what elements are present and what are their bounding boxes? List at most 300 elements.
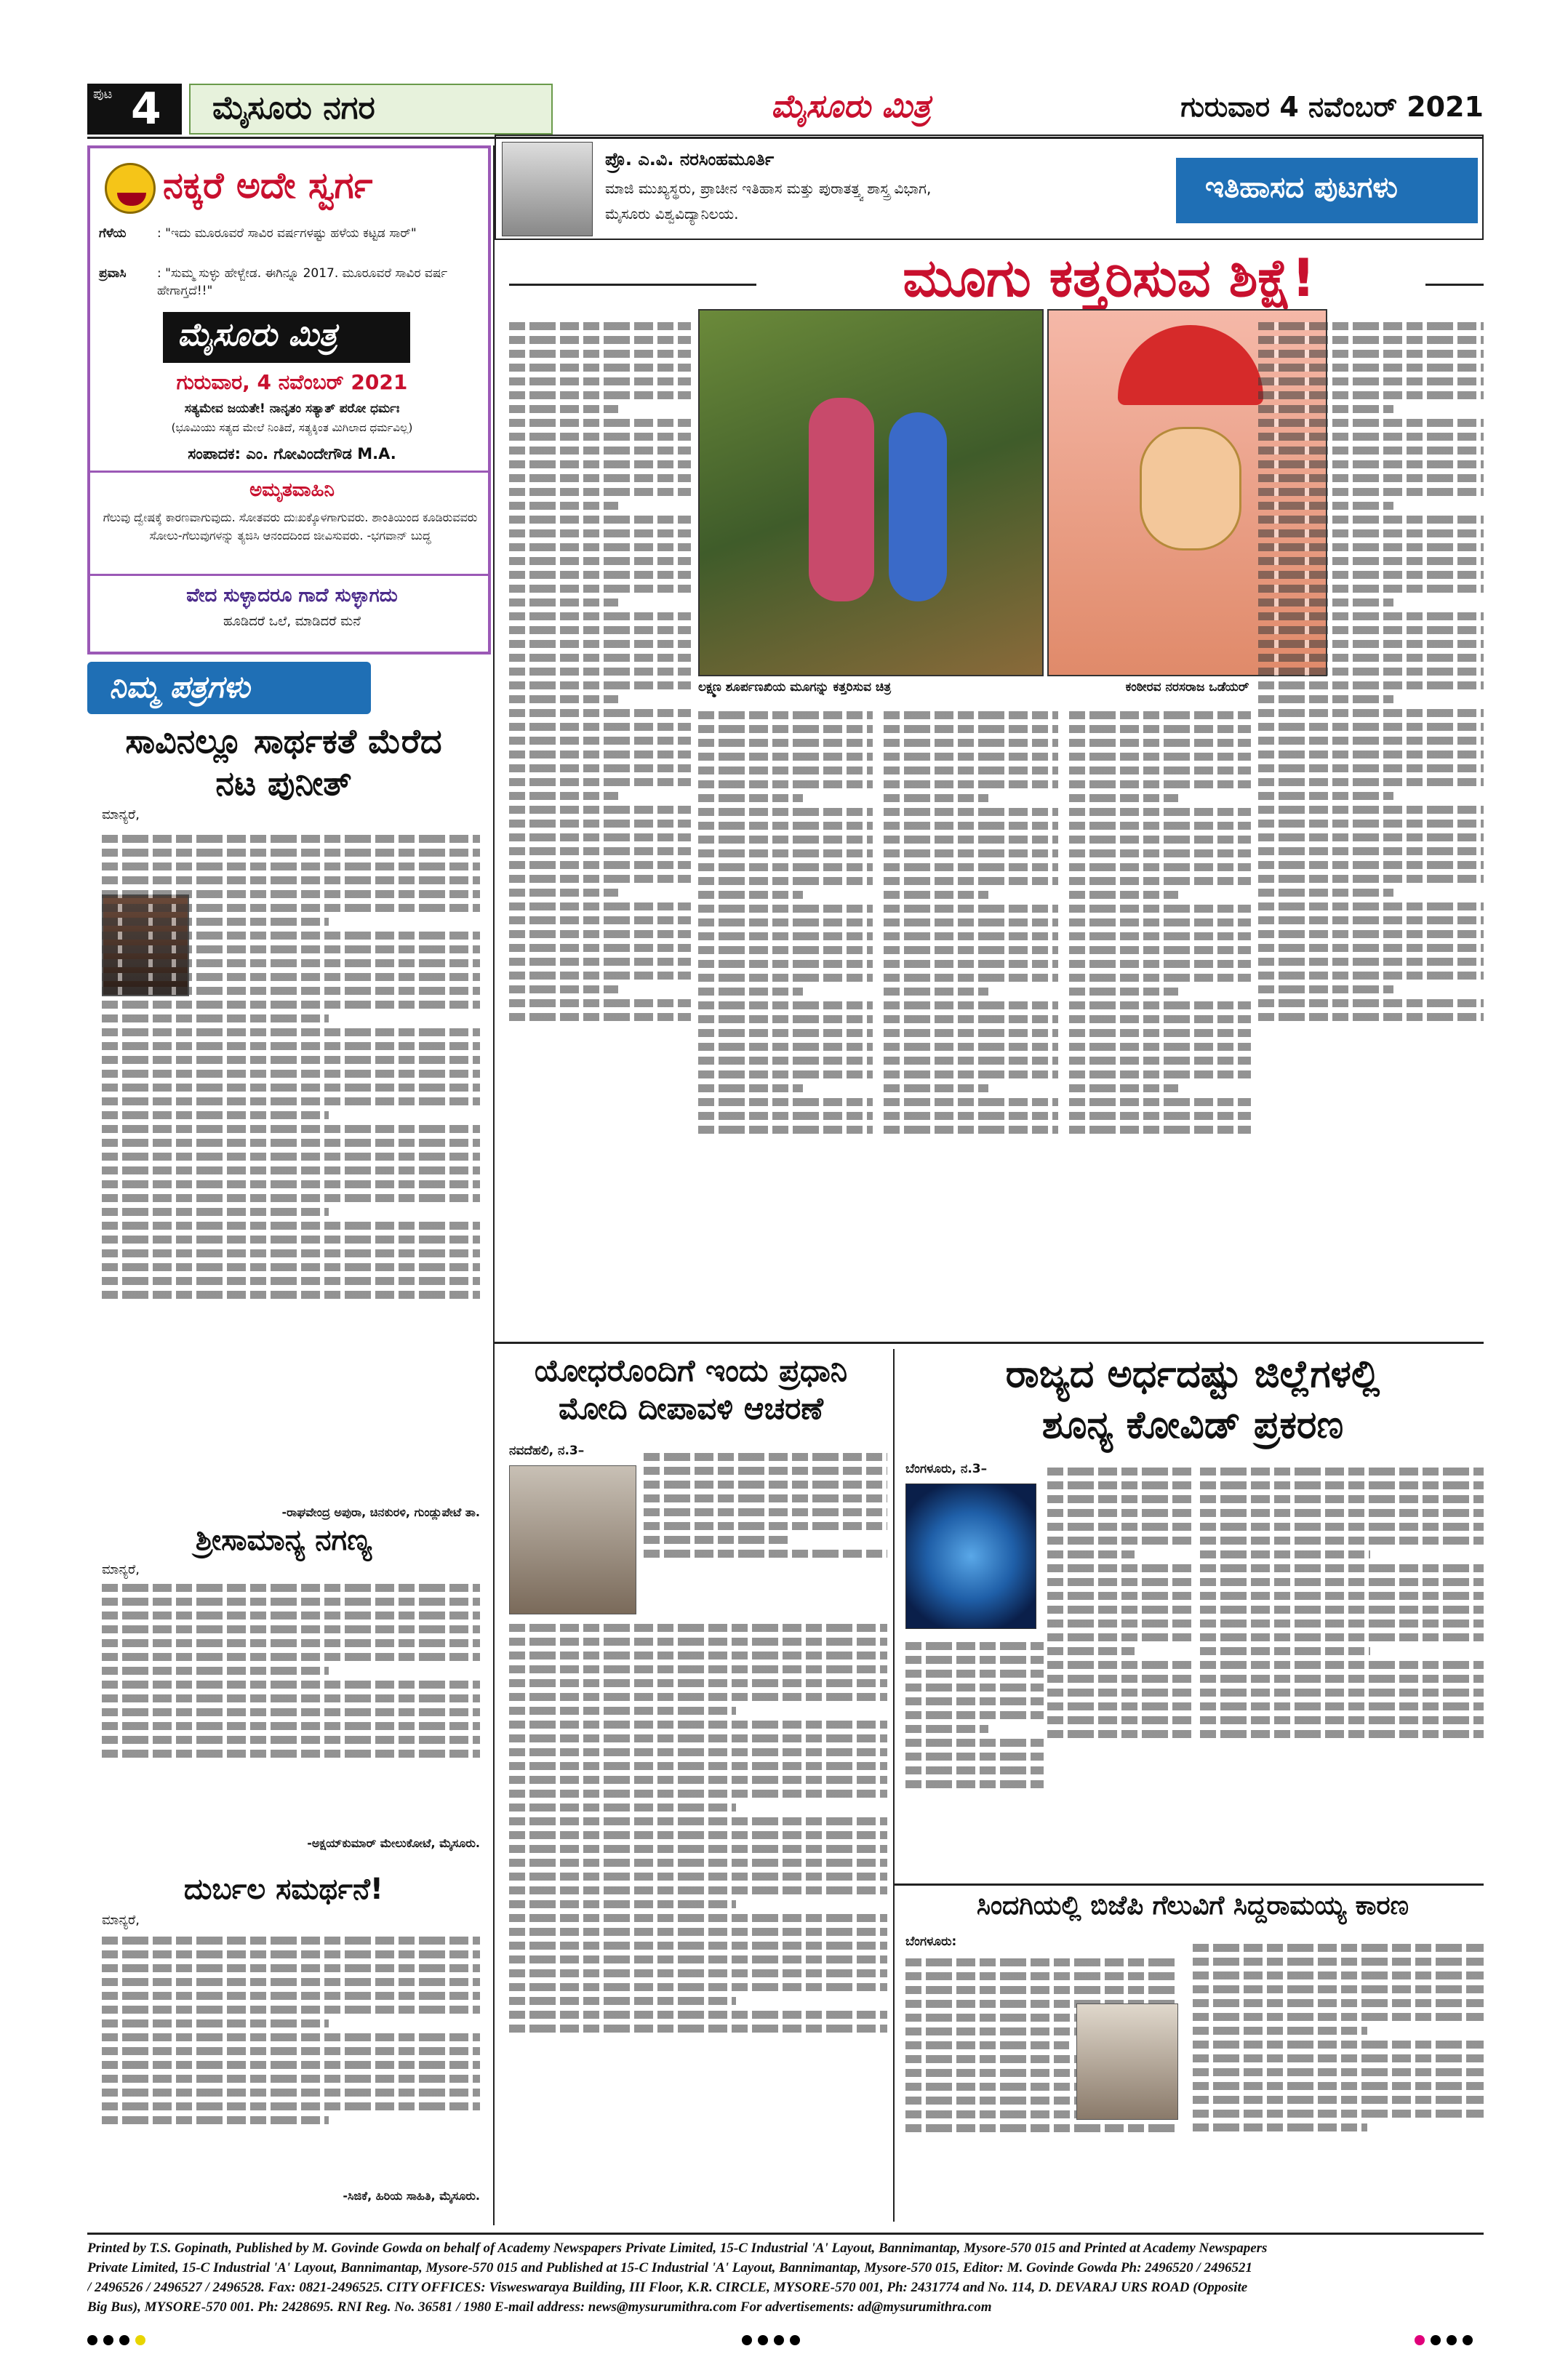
imprint-line-1: Printed by T.S. Gopinath, Published by M. Govinde Gowda on behalf of Academy Newspapers Private Limited, 15-C Industrial 'A' Layout, Bannimantap, Mysore-570 015 and Printed at Academy Newspapers: [87, 2241, 1268, 2256]
text-line: [509, 958, 691, 966]
text-line: [1258, 668, 1484, 676]
caption-right: ಕಂಠೀರವ ನರಸರಾಜ ಒಡೆಯರ್: [1125, 680, 1249, 694]
text-line: [509, 1803, 736, 1811]
text-line: [102, 1166, 480, 1174]
masthead-logo: ಮೈಸೂರು ಮಿತ್ರ: [771, 88, 931, 125]
text-line: [698, 822, 873, 830]
text-line: [102, 987, 480, 995]
text-line: [509, 944, 691, 952]
text-line: [698, 932, 873, 940]
letter-3-salutation: ಮಾನ್ಯರೆ,: [102, 1913, 140, 1928]
text-line: [1258, 764, 1484, 772]
text-line: [1047, 1537, 1193, 1545]
text-line: [1258, 460, 1484, 468]
text-line: [102, 945, 480, 953]
text-line: [509, 640, 691, 648]
letter-1-body: [102, 829, 480, 1498]
veda-text: ಹೂಡಿದರೆ ಒಲೆ, ಮಾಡಿದರೆ ಮನೆ: [223, 614, 361, 629]
text-line: [1258, 902, 1484, 910]
text-line: [102, 918, 329, 926]
text-line: [509, 1928, 887, 1936]
text-line: [1258, 806, 1484, 814]
covid-headline-2: ಶೂನ್ಯ ಕೋವಿಡ್ ಪ್ರಕರಣ: [1041, 1404, 1344, 1447]
text-line: [1258, 557, 1484, 565]
covid-body-1: [1047, 1462, 1193, 1869]
text-line: [905, 1656, 1044, 1664]
text-line: [884, 822, 1058, 830]
text-line: [1193, 2123, 1367, 2131]
text-line: [102, 1612, 480, 1620]
text-line: [102, 1291, 480, 1299]
veda-title: ವೇದ ಸುಳ್ಳಾದರೂ ಗಾದೆ ಸುಳ್ಳಾಗದು: [186, 585, 398, 606]
text-line: [905, 1986, 1178, 1994]
text-line: [509, 1652, 887, 1660]
text-line: [698, 808, 873, 816]
text-line: [102, 1736, 480, 1744]
text-line: [1069, 836, 1251, 844]
text-line: [1258, 529, 1484, 537]
covid-body-2: [1200, 1462, 1484, 1869]
text-line: [102, 1236, 480, 1244]
text-line: [1069, 988, 1178, 996]
page-number: 4: [131, 84, 161, 135]
text-line: [102, 1277, 480, 1285]
text-line: [1258, 847, 1484, 855]
text-line: [905, 2041, 1069, 2049]
letter-1-salutation: ಮಾನ್ಯರೆ,: [102, 807, 140, 822]
text-line: [1258, 377, 1484, 385]
text-line: [698, 1029, 873, 1037]
text-line: [509, 792, 618, 800]
text-line: [884, 1015, 1058, 1023]
text-line: [1069, 905, 1251, 913]
letter-2-body: [102, 1578, 480, 1836]
text-line: [1200, 1537, 1484, 1545]
text-line: [102, 1722, 480, 1730]
text-line: [1193, 1971, 1484, 1979]
text-line: [1069, 780, 1251, 788]
text-line: [102, 2061, 480, 2069]
author-desc-1: ಮಾಜಿ ಮುಖ್ಯಸ್ಥರು, ಪ್ರಾಚೀನ ಇತಿಹಾಸ ಮತ್ತು ಪುರಾತತ್ತ್ವ ಶಾಸ್ತ್ರ ವಿಭಾಗ,: [605, 180, 932, 197]
text-line: [509, 488, 691, 496]
text-line: [1193, 2082, 1484, 2090]
text-line: [509, 571, 691, 579]
text-line: [102, 959, 480, 967]
text-line: [1200, 1689, 1484, 1697]
author-photo: [502, 142, 593, 236]
text-line: [1258, 419, 1484, 427]
text-line: [509, 419, 691, 427]
laugh-icon: [105, 163, 156, 214]
text-line: [1258, 571, 1484, 579]
imprint-line-3: / 2496526 / 2496527 / 2496528. Fax: 0821-2496525. CITY OFFICES: Visweswaraya Building, III Floor, K.R. CIRCLE, MYSORE-570 001, Ph: 2431774 and No. 114, D. DEVARAJ URS ROAD (Opposite: [87, 2280, 1248, 2295]
text-line: [509, 1762, 887, 1770]
text-line: [1193, 1999, 1484, 2007]
text-line: [102, 835, 480, 843]
text-line: [1069, 822, 1251, 830]
text-line: [698, 1015, 873, 1023]
text-line: [509, 916, 691, 924]
text-line: [509, 1886, 887, 1894]
virus-image: [905, 1484, 1036, 1629]
text-line: [1200, 1730, 1484, 1738]
text-line: [884, 988, 988, 996]
text-line: [1258, 640, 1484, 648]
text-line: [1258, 502, 1393, 510]
text-line: [698, 918, 873, 926]
text-line: [1047, 1661, 1193, 1669]
text-line: [509, 543, 691, 551]
text-line: [1258, 820, 1484, 828]
text-line: [1047, 1633, 1193, 1641]
text-line: [884, 711, 1058, 719]
text-line: [102, 1042, 480, 1050]
history-author-box: [495, 135, 1484, 240]
text-line: [1193, 2054, 1484, 2062]
text-line: [644, 1467, 887, 1475]
illustration-shurpanakha: [698, 309, 1044, 676]
text-line: [1258, 999, 1484, 1007]
text-line: [509, 350, 691, 358]
text-line: [1069, 725, 1251, 733]
text-line: [509, 1790, 887, 1798]
text-line: [1258, 405, 1393, 413]
text-line: [1069, 1029, 1251, 1037]
history-col-5: [1258, 316, 1484, 1331]
text-line: [102, 2089, 480, 2097]
text-line: [1069, 849, 1251, 857]
text-line: [884, 780, 1058, 788]
motto-2: (ಭೂಮಿಯು ಸತ್ಯದ ಮೇಲೆ ನಿಂತಿದೆ, ಸತ್ಯಕ್ಕಿಂತ ಮಿಗಿಲಾದ ಧರ್ಮವಿಲ್ಲ): [171, 421, 413, 434]
text-line: [698, 988, 803, 996]
text-line: [1258, 364, 1484, 372]
text-line: [884, 1098, 1058, 1106]
letters-banner: ನಿಮ್ಮ ಪತ್ರಗಳು: [87, 662, 371, 714]
text-line: [509, 1679, 887, 1687]
text-line: [905, 1972, 1178, 1980]
text-line: [1193, 2041, 1484, 2049]
text-line: [905, 1780, 1044, 1788]
text-line: [1047, 1509, 1193, 1517]
text-line: [1258, 516, 1484, 524]
text-line: [1069, 711, 1251, 719]
text-line: [884, 946, 1058, 954]
text-line: [509, 806, 691, 814]
text-line: [905, 1642, 1044, 1650]
text-line: [1047, 1606, 1193, 1614]
text-line: [509, 1013, 691, 1021]
text-line: [509, 820, 691, 828]
text-line: [1258, 737, 1484, 745]
text-line: [1258, 654, 1484, 662]
text-line: [698, 794, 803, 802]
text-line: [1047, 1578, 1193, 1586]
text-line: [1200, 1578, 1484, 1586]
text-line: [102, 1950, 480, 1958]
text-line: [884, 1126, 1058, 1134]
letter-1-sign: -ರಾಘವೇಂದ್ರ ಅಪುರಾ, ಚಿನಕುರಳಿ, ಗುಂಡ್ಲುಪೇಟೆ ತಾ.: [281, 1505, 480, 1519]
text-line: [1258, 861, 1484, 869]
text-line: [1200, 1633, 1484, 1641]
text-line: [509, 930, 691, 938]
text-line: [698, 711, 873, 719]
history-col-4: [1069, 705, 1251, 1331]
text-line: [698, 1084, 803, 1092]
text-line: [102, 2033, 480, 2041]
text-line: [1193, 1958, 1484, 1966]
text-line: [1047, 1620, 1193, 1628]
letter-3-sign: -ಸಿಜಿಕೆ, ಹಿರಿಯ ಸಾಹಿತಿ, ಮೈಸೂರು.: [343, 2189, 480, 2203]
text-line: [1258, 916, 1484, 924]
header-date: ಗುರುವಾರ 4 ನವೆಂಬರ್ 2021: [1180, 91, 1484, 123]
text-line: [509, 1693, 887, 1701]
text-line: [102, 1070, 480, 1078]
text-line: [1069, 753, 1251, 761]
text-line: [698, 1126, 873, 1134]
text-line: [509, 833, 691, 841]
text-line: [1258, 875, 1484, 883]
text-line: [509, 598, 618, 606]
history-col-3: [884, 705, 1058, 1331]
text-line: [1047, 1592, 1193, 1600]
covid-headline-1: ರಾಜ್ಯದ ಅರ್ಧದಷ್ಟು ಜಿಲ್ಲೆಗಳಲ್ಲಿ: [1005, 1353, 1380, 1396]
text-line: [509, 1942, 887, 1950]
text-line: [698, 905, 873, 913]
motto-1: ಸತ್ಯಮೇವ ಜಯತೇ! ನಾನೃತಂ ಸತ್ಯಾತ್ ಪರೋ ಧರ್ಮಃ: [184, 401, 400, 416]
text-line: [1258, 322, 1484, 330]
text-line: [1069, 1043, 1251, 1051]
text-line: [1200, 1592, 1484, 1600]
mini-date: ಗುರುವಾರ, 4 ನವೆಂಬರ್ 2021: [176, 370, 408, 394]
text-line: [884, 1112, 1058, 1120]
text-line: [884, 849, 1058, 857]
text-line: [884, 753, 1058, 761]
text-line: [1258, 985, 1393, 993]
text-line: [509, 1624, 887, 1632]
text-line: [905, 2124, 1178, 2132]
letter-2-sign: -ಅಕ್ಷಯ್‌ಕುಮಾರ್ ಮೇಲುಕೋಟೆ, ಮೈಸೂರು.: [307, 1836, 480, 1850]
text-line: [698, 960, 873, 968]
text-line: [509, 737, 691, 745]
text-line: [1047, 1550, 1135, 1558]
text-line: [1258, 543, 1484, 551]
text-line: [509, 1900, 736, 1908]
text-line: [644, 1494, 887, 1502]
humor-title: ನಕ್ಕರೆ ಅದೇ ಸ್ವರ್ಗ: [163, 164, 373, 207]
text-line: [1200, 1606, 1484, 1614]
text-line: [1193, 2096, 1484, 2104]
text-line: [1069, 932, 1251, 940]
text-line: [509, 1914, 887, 1922]
text-line: [884, 877, 1058, 885]
text-line: [102, 1708, 480, 1716]
covid-dateline: ಬೆಂಗಳೂರು, ನ.3–: [905, 1462, 988, 1476]
text-line: [698, 780, 873, 788]
text-line: [102, 849, 480, 857]
letter-3-body: [102, 1931, 480, 2222]
text-line: [1258, 626, 1484, 634]
text-line: [884, 863, 1058, 871]
text-line: [698, 877, 873, 885]
text-line: [1069, 808, 1251, 816]
modi-dateline: ನವದೆಹಲಿ, ನ.3–: [509, 1444, 585, 1458]
text-line: [884, 739, 1058, 747]
text-line: [509, 405, 618, 413]
text-line: [1258, 447, 1484, 455]
text-line: [509, 1997, 736, 2005]
text-line: [102, 1194, 480, 1202]
text-line: [102, 1263, 480, 1271]
text-line: [905, 1958, 1178, 1966]
text-line: [1258, 944, 1484, 952]
text-line: [1047, 1716, 1193, 1724]
text-line: [1069, 974, 1251, 982]
text-line: [1200, 1523, 1484, 1531]
text-line: [102, 1978, 480, 1986]
text-line: [509, 1665, 887, 1673]
history-col-1: [509, 316, 691, 1331]
text-line: [509, 474, 691, 482]
text-line: [1047, 1523, 1193, 1531]
text-line: [102, 1222, 480, 1230]
text-line: [1258, 433, 1484, 441]
text-line: [1069, 739, 1251, 747]
text-line: [1069, 1070, 1251, 1078]
bjp-dateline: ಬೆಂಗಳೂರು:: [905, 1934, 957, 1949]
text-line: [509, 1969, 887, 1977]
text-line: [509, 1748, 887, 1756]
text-line: [102, 1639, 480, 1647]
text-line: [1258, 350, 1484, 358]
text-line: [509, 750, 691, 758]
text-line: [1200, 1550, 1370, 1558]
text-line: [509, 557, 691, 565]
text-line: [1258, 709, 1484, 717]
text-line: [509, 1638, 887, 1646]
text-line: [509, 847, 691, 855]
text-line: [905, 1766, 1044, 1774]
modi-headline-1: ಯೋಧರೊಂದಿಗೆ ಇಂದು ಪ್ರಧಾನಿ: [534, 1353, 848, 1388]
text-line: [102, 973, 480, 981]
text-line: [698, 1001, 873, 1009]
bjp-body-2: [1193, 1938, 1484, 2222]
text-line: [509, 2025, 887, 2033]
text-line: [1200, 1647, 1370, 1655]
text-line: [1047, 1495, 1193, 1503]
caption-left: ಲಕ್ಷ್ಮಣ ಶೂರ್ಪಣಖಿಯ ಮೂಗನ್ನು ಕತ್ತರಿಸುವ ಚಿತ್ರ: [698, 680, 892, 694]
text-line: [1069, 1057, 1251, 1065]
covid-body-3: [905, 1636, 1044, 1869]
text-line: [1258, 930, 1484, 938]
text-line: [1047, 1564, 1193, 1572]
text-line: [509, 695, 618, 703]
text-line: [509, 1873, 887, 1881]
text-line: [509, 502, 618, 510]
text-line: [1069, 1126, 1251, 1134]
text-line: [1258, 612, 1484, 620]
text-line: [102, 2006, 480, 2014]
text-line: [509, 336, 691, 344]
text-line: [1069, 877, 1251, 885]
text-line: [698, 725, 873, 733]
text-line: [884, 1070, 1058, 1078]
text-line: [102, 1084, 480, 1092]
text-line: [1200, 1702, 1484, 1710]
text-line: [102, 1937, 480, 1945]
text-line: [1047, 1689, 1193, 1697]
text-line: [1200, 1716, 1484, 1724]
text-line: [644, 1536, 790, 1544]
text-line: [509, 529, 691, 537]
text-line: [698, 1057, 873, 1065]
text-line: [1193, 2027, 1367, 2035]
text-line: [102, 1625, 480, 1633]
text-line: [698, 1098, 873, 1106]
text-line: [102, 1014, 329, 1022]
text-line: [509, 1734, 887, 1742]
page-header: [87, 84, 1484, 135]
text-line: [509, 861, 691, 869]
text-line: [1258, 598, 1393, 606]
text-line: [509, 681, 691, 689]
text-line: [1193, 1944, 1484, 1952]
text-line: [509, 902, 691, 910]
text-line: [102, 1208, 329, 1216]
text-line: [102, 1750, 480, 1758]
text-line: [102, 1180, 480, 1188]
bjp-headline: ಸಿಂದಗಿಯಲ್ಲಿ ಬಿಜೆಪಿ ಗೆಲುವಿಗೆ ಸಿದ್ದರಾಮಯ್ಯ ಕಾರಣ: [976, 1891, 1409, 1921]
text-line: [509, 1707, 736, 1715]
text-line: [698, 1070, 873, 1078]
text-line: [102, 862, 480, 870]
text-line: [509, 889, 618, 897]
amruta-title: ಅಮೃತವಾಹಿನಿ: [249, 479, 335, 501]
text-line: [884, 836, 1058, 844]
text-line: [1258, 585, 1484, 593]
text-line: [509, 377, 691, 385]
page-label: ಪುಟ: [93, 87, 113, 102]
text-line: [698, 739, 873, 747]
text-line: [884, 808, 1058, 816]
text-line: [698, 1043, 873, 1051]
text-line: [1200, 1661, 1484, 1669]
text-line: [102, 1584, 480, 1592]
text-line: [1047, 1481, 1193, 1489]
left-column-divider: [493, 145, 495, 2225]
text-line: [1069, 918, 1251, 926]
modi-photo: [509, 1465, 636, 1614]
text-line: [509, 999, 691, 1007]
text-line: [509, 1831, 887, 1839]
text-line: [1258, 488, 1484, 496]
editor-line: ಸಂಪಾದಕ: ಎಂ. ಗೋವಿಂದೇಗೌಡ M.A.: [188, 445, 396, 463]
text-line: [884, 932, 1058, 940]
text-line: [102, 2116, 329, 2124]
text-line: [509, 1845, 887, 1853]
text-line: [102, 1111, 329, 1119]
text-line: [644, 1481, 887, 1489]
text-line: [1258, 391, 1484, 399]
text-line: [509, 1859, 887, 1867]
text-line: [1200, 1564, 1484, 1572]
amruta-text: ಗೆಲುವು ದ್ವೇಷಕ್ಕೆ ಕಾರಣವಾಗುವುದು. ಸೋತವರು ದುಃಖಕ್ಕೊಳಗಾಗುವರು. ಶಾಂತಿಯಿಂದ ಕೂಡಿರುವವರು ಸೋಲು-ಗೆಲುವುಗಳನ್ನು ತ್ಯಜಿಸಿ ಆನಂದದಿಂದ ಜೀವಿಸುವರು. -ಭಗವಾನ್ ಬುದ್ಧ: [103, 511, 478, 543]
letter-2-salutation: ಮಾನ್ಯರೆ,: [102, 1562, 140, 1577]
text-line: [644, 1550, 887, 1558]
text-line: [1047, 1730, 1193, 1738]
author-desc-2: ಮೈಸೂರು ವಿಶ್ವವಿದ್ಯಾನಿಲಯ.: [605, 205, 739, 223]
mini-masthead: ಮೈಸೂರು ಮಿತ್ರ: [163, 312, 410, 363]
text-line: [509, 322, 691, 330]
